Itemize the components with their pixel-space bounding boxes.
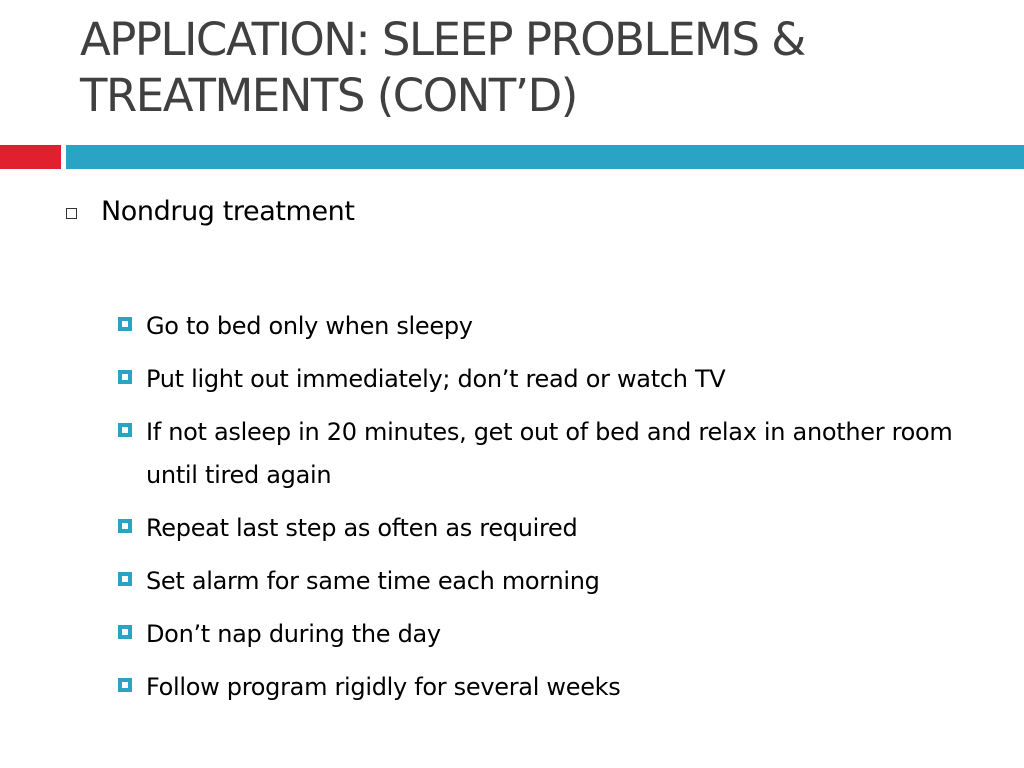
list-item-text: Repeat last step as often as required (146, 514, 578, 542)
list-item (118, 507, 996, 550)
list-item-text: Put light out immediately; don’t read or watch TV (146, 365, 726, 393)
list-item-text: Don’t nap during the day (146, 620, 441, 648)
hollow-square-bullet-icon (66, 208, 77, 219)
list-item (118, 411, 996, 497)
list-item (118, 666, 996, 709)
square-bullet-icon (118, 572, 132, 586)
slide-title-line-2: TREATMENTS (CONT’D) (80, 69, 577, 122)
list-item (118, 358, 996, 401)
list-item-text: If not asleep in 20 minutes, get out of bed and relax in another room until tired again (146, 418, 953, 489)
square-bullet-icon (118, 625, 132, 639)
list-item (118, 613, 996, 656)
square-bullet-icon (118, 317, 132, 331)
slide-title-line-1: APPLICATION: SLEEP PROBLEMS & (80, 13, 805, 66)
list-item-text: Go to bed only when sleepy (146, 312, 473, 340)
heading-text: Nondrug treatment (101, 196, 355, 227)
list-item-text: Set alarm for same time each morning (146, 567, 600, 595)
square-bullet-icon (118, 678, 132, 692)
square-bullet-icon (118, 423, 132, 437)
list-item (118, 560, 996, 603)
square-bullet-icon (118, 370, 132, 384)
list-item-text: Follow program rigidly for several weeks (146, 673, 621, 701)
list-item (118, 305, 996, 348)
square-bullet-icon (118, 519, 132, 533)
bullet-list-heading (66, 192, 355, 232)
